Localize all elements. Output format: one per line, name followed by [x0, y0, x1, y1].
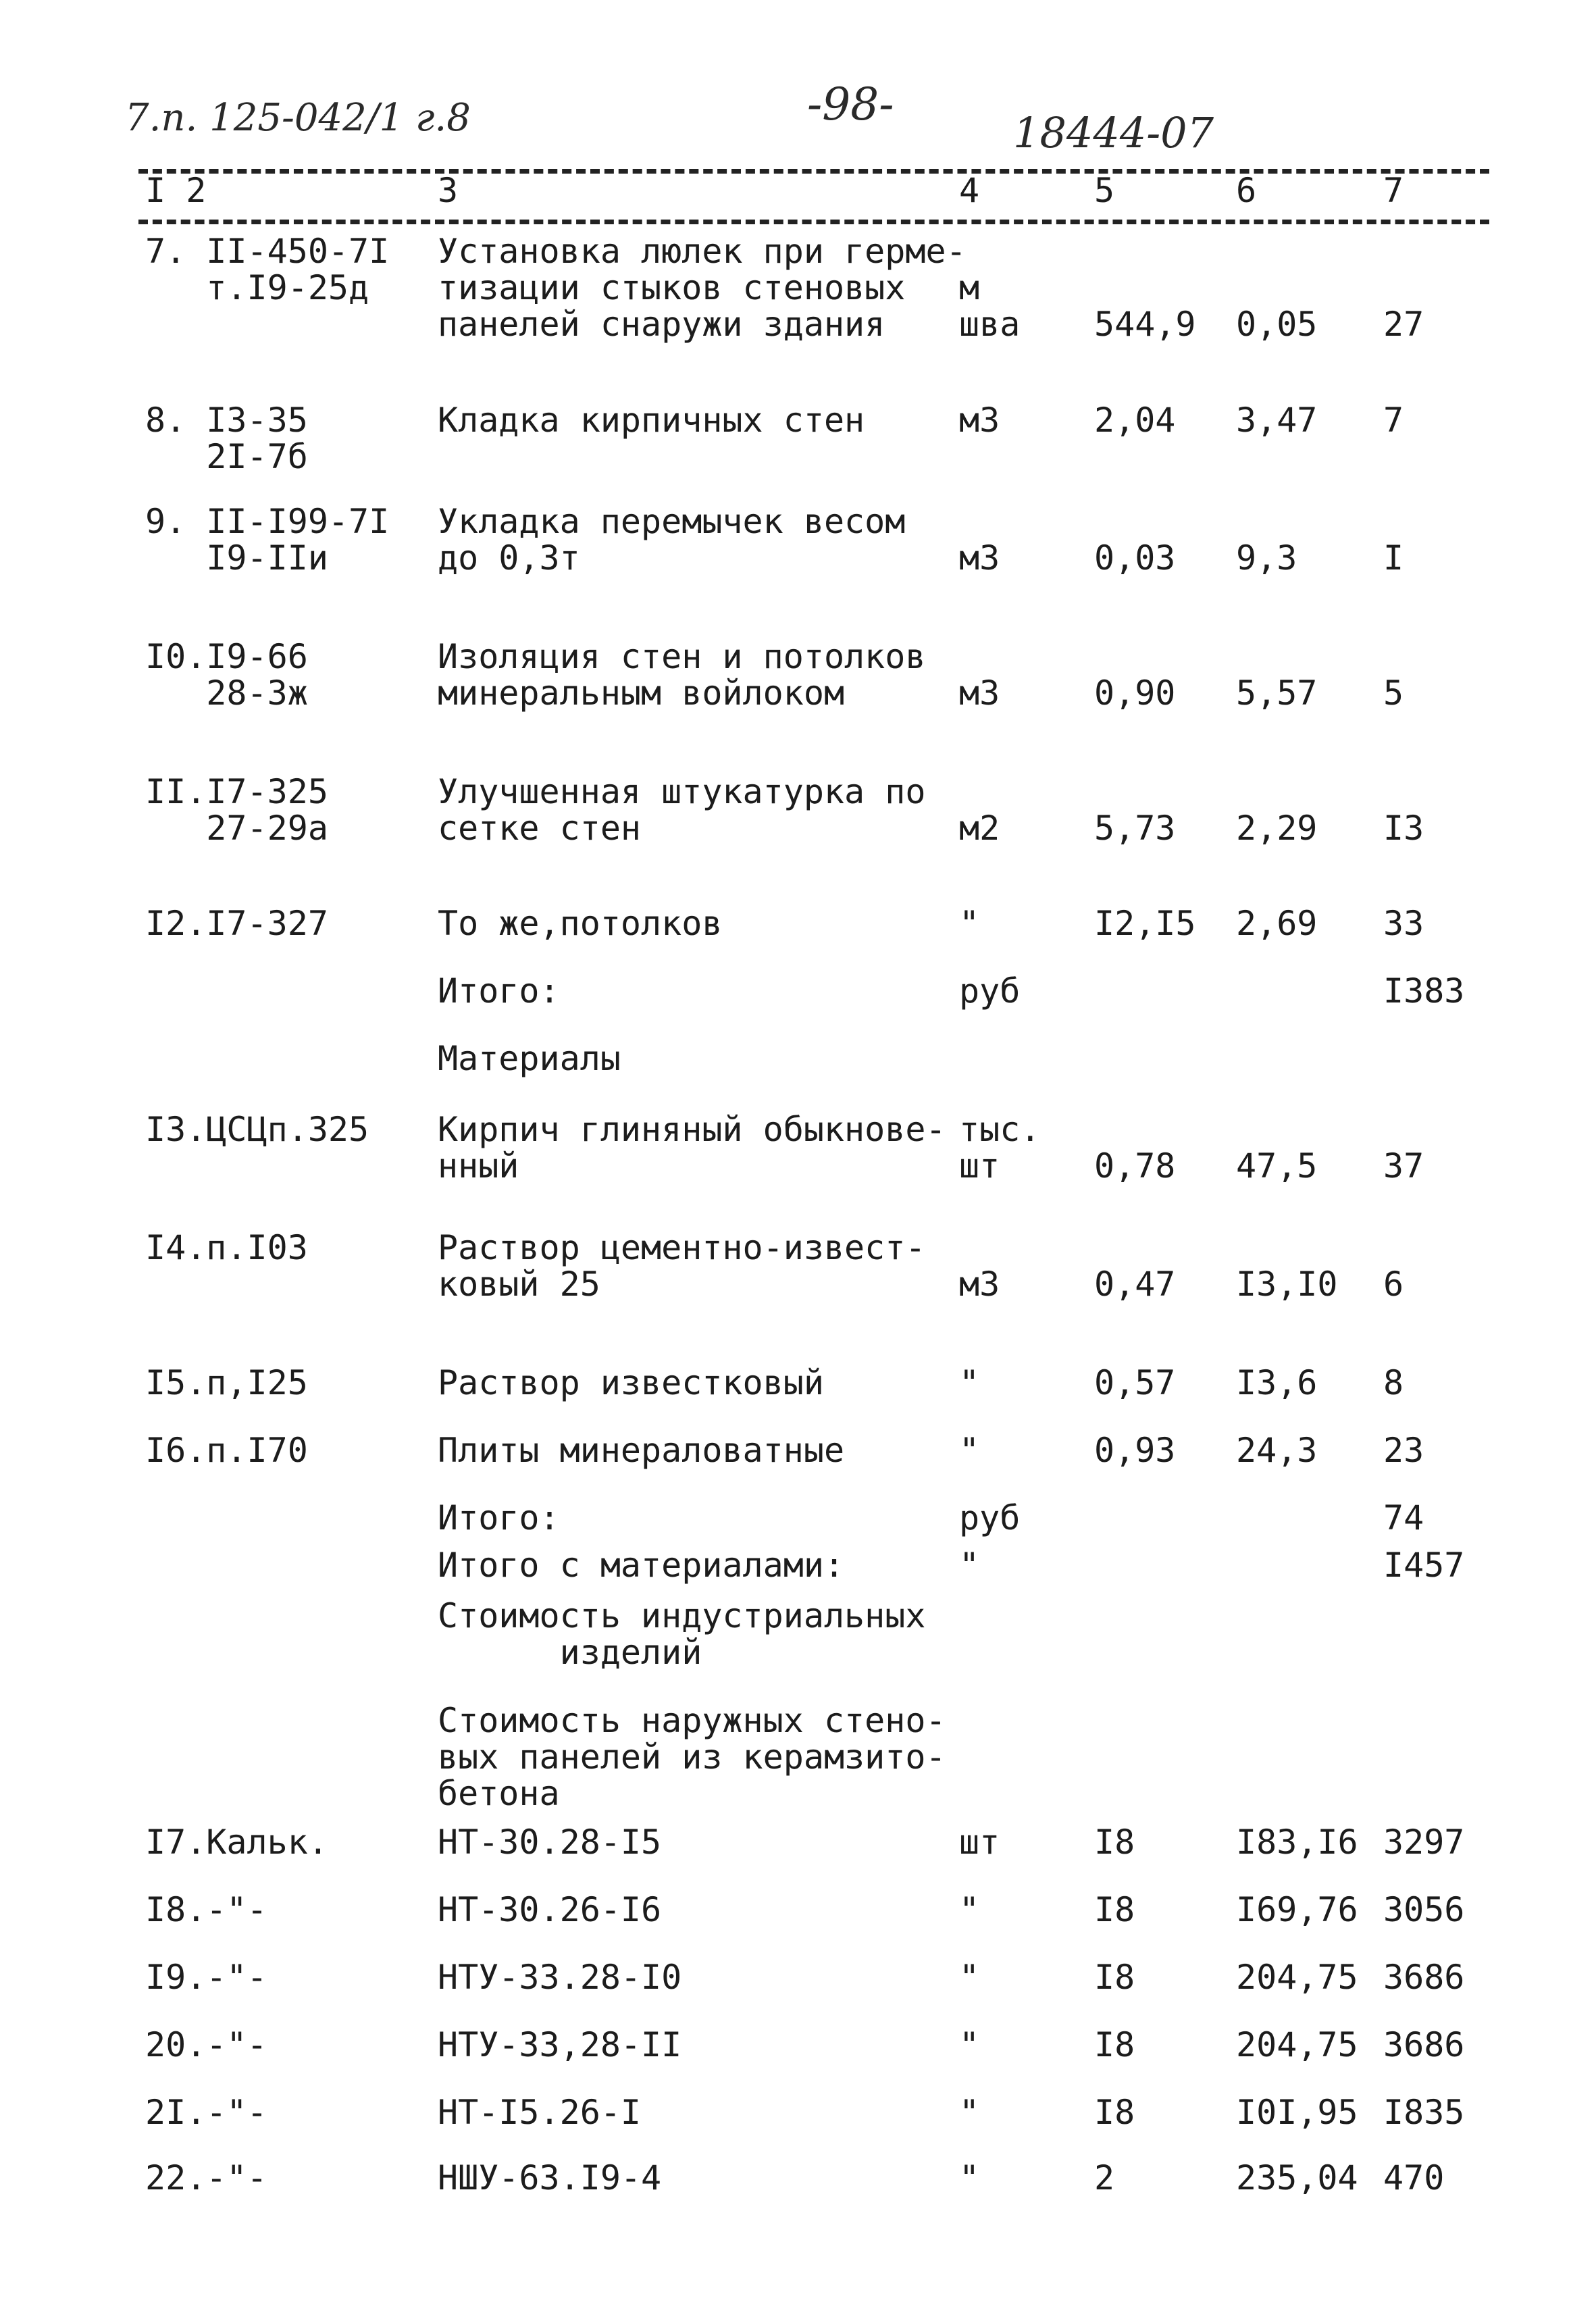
row-8-c3: Материалы	[438, 1039, 621, 1078]
row-2-c4: м3	[959, 401, 1000, 440]
row-21-c1: 2I.-"-	[145, 2093, 267, 2132]
row-14-c7: I457	[1383, 1546, 1465, 1585]
row-13-c7: 74	[1383, 1498, 1424, 1537]
row-17-c4: шт	[959, 1823, 1000, 1862]
row-18-c7: 3056	[1383, 1890, 1465, 1929]
row-22-c1: 22.-"-	[145, 2158, 267, 2197]
row-14-c3: Итого с материалами:	[438, 1546, 845, 1585]
row-13-c3: Итого:	[438, 1498, 560, 1537]
row-3-c3: Укладка перемычек весом до 0,3т	[438, 502, 906, 578]
row-18-c4: "	[959, 1890, 980, 1929]
row-1-c3: Установка люлек при герме- тизации стыков стеновых панелей снаружи здания	[438, 232, 967, 344]
column-header-6: 6	[1236, 171, 1257, 210]
row-9-c5: 0,78	[1094, 1146, 1176, 1186]
row-19-c5: I8	[1094, 1958, 1135, 1997]
row-5-c1: II.I7-325 27-29а	[145, 772, 328, 848]
row-22-c6: 235,04	[1236, 2158, 1358, 2197]
row-21-c6: I0I,95	[1236, 2093, 1358, 2132]
row-11-c5: 0,57	[1094, 1363, 1176, 1402]
row-4-c6: 5,57	[1236, 673, 1318, 713]
row-5-c4: м2	[959, 809, 1000, 848]
row-11-c7: 8	[1383, 1363, 1404, 1402]
row-10-c4: м3	[959, 1265, 1000, 1304]
handwritten-document-code: 7.п. 125-042/1 г.8	[125, 96, 471, 140]
row-20-c4: "	[959, 2025, 980, 2064]
row-3-c5: 0,03	[1094, 538, 1176, 578]
header-top-rule	[138, 169, 1489, 174]
row-5-c7: I3	[1383, 809, 1424, 848]
row-1-c4: м шва	[959, 268, 1021, 344]
row-21-c3: НТ-I5.26-I	[438, 2093, 642, 2132]
row-3-c4: м3	[959, 538, 1000, 578]
row-4-c3: Изоляция стен и потолков минеральным войлоком	[438, 637, 926, 713]
row-17-c7: 3297	[1383, 1823, 1465, 1862]
row-17-c6: I83,I6	[1236, 1823, 1358, 1862]
row-9-c1: I3.ЦСЦп.325	[145, 1110, 369, 1149]
row-4-c1: I0.I9-66 28-3ж	[145, 637, 308, 713]
row-2-c5: 2,04	[1094, 401, 1176, 440]
row-9-c6: 47,5	[1236, 1146, 1318, 1186]
row-20-c1: 20.-"-	[145, 2025, 267, 2064]
page-number: -98-	[807, 78, 894, 130]
row-18-c6: I69,76	[1236, 1890, 1358, 1929]
header-bottom-rule	[138, 220, 1489, 224]
row-19-c6: 204,75	[1236, 1958, 1358, 1997]
row-3-c1: 9. II-I99-7I I9-IIи	[145, 502, 390, 578]
row-18-c1: I8.-"-	[145, 1890, 267, 1929]
row-4-c4: м3	[959, 673, 1000, 713]
row-11-c1: I5.п,I25	[145, 1363, 308, 1402]
row-21-c5: I8	[1094, 2093, 1135, 2132]
row-19-c4: "	[959, 1958, 980, 1997]
row-10-c6: I3,I0	[1236, 1265, 1338, 1304]
row-12-c1: I6.п.I70	[145, 1431, 308, 1470]
handwritten-document-number: 18444-07	[1013, 108, 1214, 157]
row-2-c3: Кладка кирпичных стен	[438, 401, 865, 440]
row-9-c7: 37	[1383, 1146, 1424, 1186]
row-17-c5: I8	[1094, 1823, 1135, 1862]
row-14-c4: "	[959, 1546, 980, 1585]
row-20-c3: НТУ-33,28-II	[438, 2025, 682, 2064]
column-header-5: 5	[1094, 171, 1115, 210]
row-11-c3: Раствор известковый	[438, 1363, 824, 1402]
row-20-c6: 204,75	[1236, 2025, 1358, 2064]
row-18-c3: НТ-30.26-I6	[438, 1890, 662, 1929]
row-5-c6: 2,29	[1236, 809, 1318, 848]
row-10-c3: Раствор цементно-извест- ковый 25	[438, 1228, 926, 1304]
row-19-c7: 3686	[1383, 1958, 1465, 1997]
row-4-c7: 5	[1383, 673, 1404, 713]
row-13-c4: руб	[959, 1498, 1021, 1537]
row-12-c4: "	[959, 1431, 980, 1470]
row-11-c6: I3,6	[1236, 1363, 1318, 1402]
row-7-c3: Итого:	[438, 971, 560, 1011]
row-10-c7: 6	[1383, 1265, 1404, 1304]
row-1-c6: 0,05	[1236, 305, 1318, 344]
row-6-c1: I2.I7-327	[145, 904, 328, 943]
row-21-c4: "	[959, 2093, 980, 2132]
row-17-c3: НТ-30.28-I5	[438, 1823, 662, 1862]
column-header-7: 7	[1383, 171, 1404, 210]
row-7-c7: I383	[1383, 971, 1465, 1011]
row-6-c7: 33	[1383, 904, 1424, 943]
row-7-c4: руб	[959, 971, 1021, 1011]
row-2-c6: 3,47	[1236, 401, 1318, 440]
row-11-c4: "	[959, 1363, 980, 1402]
row-1-c7: 27	[1383, 305, 1424, 344]
column-header-1-2: I 2	[145, 171, 207, 210]
row-17-c1: I7.Кальк.	[145, 1823, 328, 1862]
row-19-c1: I9.-"-	[145, 1958, 267, 1997]
row-5-c5: 5,73	[1094, 809, 1176, 848]
column-header-4: 4	[959, 171, 980, 210]
row-22-c5: 2	[1094, 2158, 1115, 2197]
row-1-c5: 544,9	[1094, 305, 1196, 344]
row-12-c6: 24,3	[1236, 1431, 1318, 1470]
row-10-c1: I4.п.I03	[145, 1228, 308, 1267]
row-22-c7: 470	[1383, 2158, 1445, 2197]
row-6-c3: То же,потолков	[438, 904, 723, 943]
row-20-c7: 3686	[1383, 2025, 1465, 2064]
row-20-c5: I8	[1094, 2025, 1135, 2064]
row-6-c6: 2,69	[1236, 904, 1318, 943]
row-18-c5: I8	[1094, 1890, 1135, 1929]
row-3-c6: 9,3	[1236, 538, 1297, 578]
row-3-c7: I	[1383, 538, 1404, 578]
row-15-c3: Стоимость индустриальных изделий	[438, 1596, 926, 1672]
row-10-c5: 0,47	[1094, 1265, 1176, 1304]
row-1-c1: 7. II-450-7I т.I9-25д	[145, 232, 390, 307]
row-6-c5: I2,I5	[1094, 904, 1196, 943]
row-22-c4: "	[959, 2158, 980, 2197]
row-4-c5: 0,90	[1094, 673, 1176, 713]
row-5-c3: Улучшенная штукатурка по сетке стен	[438, 772, 926, 848]
row-12-c5: 0,93	[1094, 1431, 1176, 1470]
row-2-c1: 8. I3-35 2I-7б	[145, 401, 308, 476]
row-16-c3: Стоимость наружных стено- вых панелей из керамзито- бетона	[438, 1701, 946, 1813]
row-2-c7: 7	[1383, 401, 1404, 440]
row-12-c3: Плиты минераловатные	[438, 1431, 845, 1470]
row-21-c7: I835	[1383, 2093, 1465, 2132]
column-header-3: 3	[438, 171, 459, 210]
row-22-c3: НШУ-63.I9-4	[438, 2158, 662, 2197]
row-6-c4: "	[959, 904, 980, 943]
row-12-c7: 23	[1383, 1431, 1424, 1470]
row-19-c3: НТУ-33.28-I0	[438, 1958, 682, 1997]
row-9-c4: тыс. шт	[959, 1110, 1041, 1186]
row-9-c3: Кирпич глиняный обыкнове- нный	[438, 1110, 946, 1186]
